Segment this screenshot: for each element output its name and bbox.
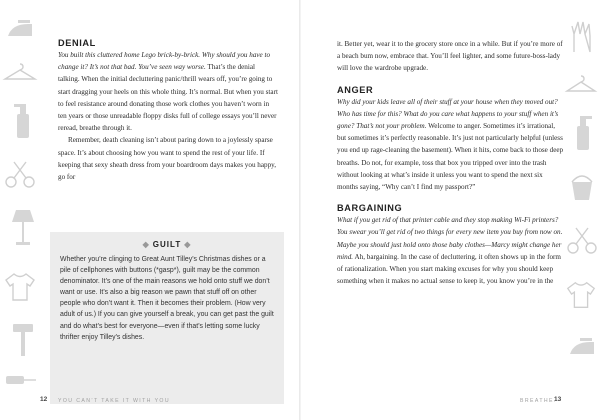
- denial-heading: DENIAL: [58, 38, 96, 48]
- bargaining-paragraph: [337, 214, 565, 287]
- right-page: [300, 0, 600, 420]
- shirt-icon: [2, 272, 38, 302]
- iron-icon: [6, 18, 36, 42]
- denial-paragraph-2: Remember, death cleaning isn’t about paring down to a joylessly sparse space. It’s about choosing how you want to spend the rest of your life. If keeping that sexy sheath dress from your boardroom days makes you happy, go for: [58, 136, 277, 182]
- denial-paragraph-1: [58, 49, 278, 134]
- anger-paragraph: [337, 96, 565, 194]
- right-column: [337, 38, 565, 287]
- running-footer-right: BREATHE.: [520, 398, 557, 404]
- guilt-title-text: GUILT: [152, 240, 182, 249]
- hanger-icon: [564, 72, 598, 94]
- hammer-icon: [10, 322, 36, 358]
- scissors-icon: [566, 226, 598, 256]
- anger-inner-voice: Why did your kids leave all of their stuff at your house when they moved out? Who has time for this? What do you care what happens to your stuff when it’s gone? That’s not your problem.: [337, 97, 559, 131]
- scissors-icon: [4, 160, 36, 190]
- hanger-icon: [2, 60, 38, 82]
- brush-icon: [4, 370, 38, 390]
- anger-body: Welcome to anger. Sometimes it’s irrational, but sometimes it’s perfectly reasonable. It’s just not particularly helpful (unless you end up rage-cleaning the basement). When it hits, come back to those deep breaths. Do not, for example, toss that box you tripped over into the trash without looking at what’s inside it unless you want to spend the next six months saying, “Why can’t I find my passport?”: [337, 122, 564, 192]
- page-number-left: 12: [40, 396, 48, 403]
- guilt-body: Whether you’re clinging to Great Aunt Tilley’s Christmas dishes or a pile of cellphones with buttons (*gasp*), guilt may be the common denominator. It’s one of the main reasons we hold onto stuff we don’t want or use. It’s also a big reason we pawn that stuff off on other people who don’t want it. Then it becomes their problem. (How very adult of us.) If you can give yourself a break, you can get past the guilt and do what’s best for everyone—even if that’s letting some lucky thrifter enjoy Tilley’s dishes.: [60, 256, 274, 341]
- guilt-title: [50, 240, 284, 249]
- iron-icon: [566, 336, 596, 360]
- bucket-icon: [568, 172, 596, 202]
- denial-body: That’s the denial talking. When the initial decluttering panic/thrill wears off, you’re going to start dragging your heels on this whole thing. It’s normal. But when you start to feel resistance around donating those work clothes you haven’t worn in ten years or those unreadable floppy disks full of college essays you’ll never reread, breathe through it.: [58, 63, 278, 133]
- anger-heading: ANGER: [337, 84, 374, 95]
- spray-bottle-icon: [572, 112, 594, 152]
- diamond-icon: ◆: [142, 240, 150, 249]
- diamond-icon: ◆: [184, 240, 192, 249]
- page-number-right: 13: [554, 396, 562, 403]
- bargaining-inner-voice: What if you get rid of that printer cable and they stop making Wi-Fi printers? You swear you’ll get rid of two things for every new item you buy from now on. Maybe you should just hold onto those baby clothes—Marcy might change her mind.: [337, 216, 563, 261]
- lamp-icon: [10, 208, 36, 248]
- denial-inner-voice: You built this cluttered home Lego brick-by-brick. Why should you have to change it? It’s not that bad. You’ve seen way worse.: [58, 51, 271, 72]
- bargaining-heading: BARGAINING: [337, 203, 403, 214]
- carryover-paragraph: it. Better yet, wear it to the grocery store once in a while. But if you’re more of a beach bum now, embrace that. You’ll feel lighter, and some future-boss-lady will love the wardrobe upgrade.: [337, 40, 563, 73]
- guilt-sidebar-box: [50, 232, 284, 404]
- glove-icon: [568, 20, 596, 54]
- spray-bottle-icon: [12, 100, 34, 140]
- bargaining-body: Ah, bargaining. In the case of decluttering, it often shows up in the form of rationalization. When you start making excuses for why you should keep something when it makes no actual sense to keep it, you know you’re in the: [337, 252, 561, 286]
- running-footer-left: YOU CAN’T TAKE IT WITH YOU: [58, 398, 171, 404]
- shirt-icon: [564, 280, 598, 310]
- denial-section: [58, 38, 278, 183]
